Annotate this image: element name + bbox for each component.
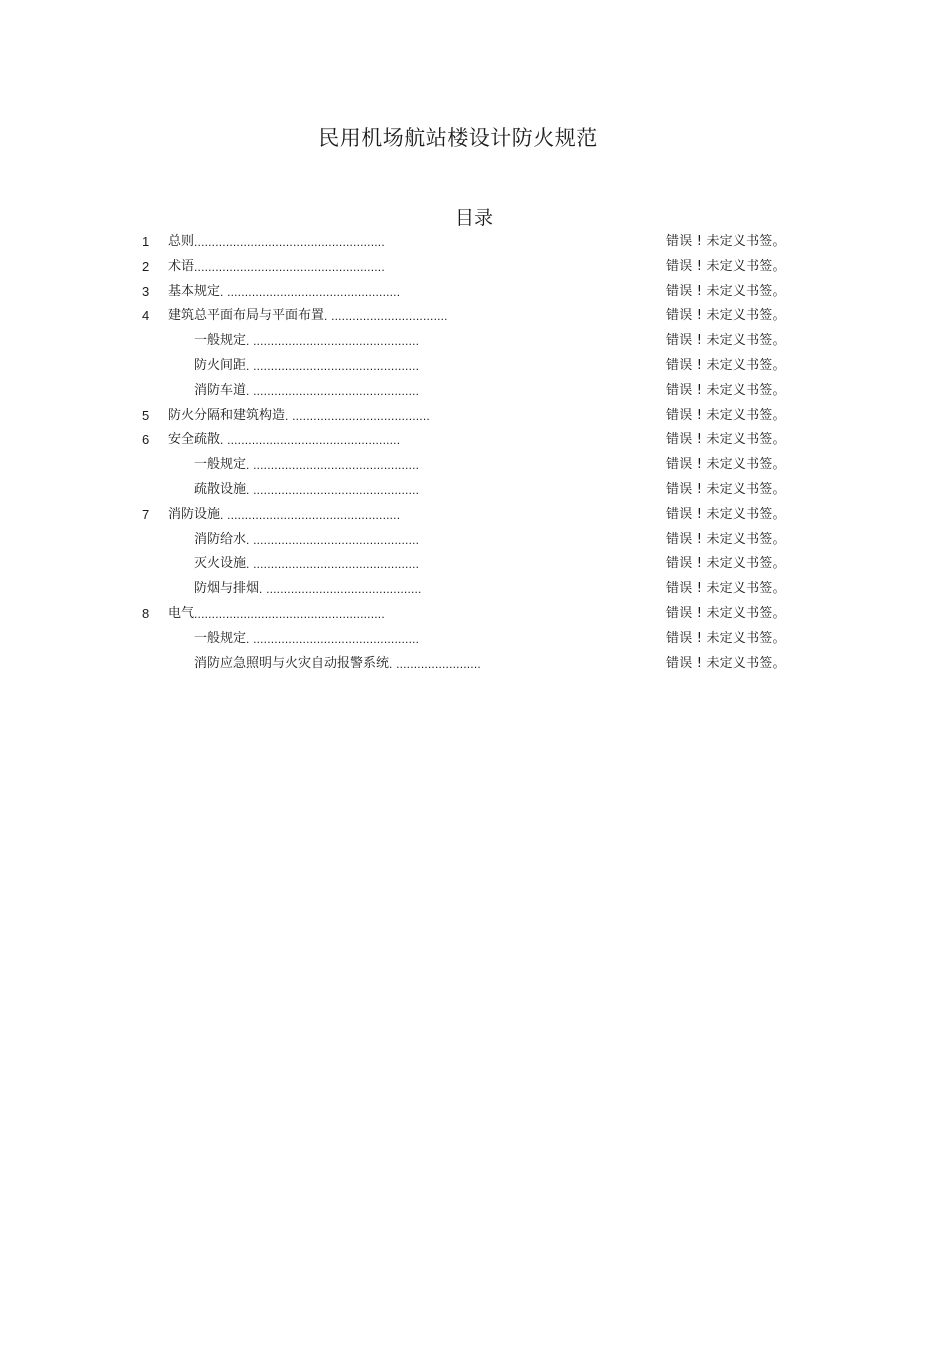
toc-entry-label: 消防给水 bbox=[194, 531, 247, 547]
toc-entry-leader-dots: . ............................................... bbox=[246, 631, 420, 646]
toc-entry-label: 建筑总平面布局与平面布置 bbox=[168, 308, 325, 324]
toc-entry[interactable] bbox=[0, 478, 950, 503]
toc-entry-leader-dots: . ................................................. bbox=[220, 284, 401, 299]
toc-entry-number: 5 bbox=[142, 407, 150, 423]
toc-entry[interactable] bbox=[0, 354, 950, 379]
toc-entry-page-ref: 错误 ! 未定义书签。 bbox=[666, 581, 786, 597]
toc-entry-label: 电气 bbox=[168, 605, 195, 621]
toc-entry-label: 安全疏散 bbox=[168, 432, 221, 448]
toc-entry[interactable] bbox=[0, 379, 950, 404]
toc-entry-leader-dots: . ................................. bbox=[324, 309, 448, 324]
toc-entry-leader-dots: . ............................................... bbox=[246, 334, 420, 349]
toc-entry[interactable] bbox=[0, 602, 950, 627]
toc-entry-label: 防火间距 bbox=[194, 357, 247, 373]
toc-entry-page-ref: 错误 ! 未定义书签。 bbox=[666, 432, 786, 448]
toc-entry-label: 消防设施 bbox=[168, 506, 221, 522]
toc-entry[interactable] bbox=[0, 503, 950, 528]
toc-entry-label: 一般规定 bbox=[194, 630, 247, 646]
toc-entry-number: 4 bbox=[142, 308, 150, 324]
table-of-contents bbox=[0, 230, 950, 676]
toc-entry-number: 7 bbox=[142, 506, 150, 522]
toc-entry-leader-dots: ...................................................... bbox=[194, 235, 385, 249]
toc-entry-leader-dots: . ............................................... bbox=[246, 557, 420, 572]
toc-entry-leader-dots: . ................................................. bbox=[220, 507, 401, 522]
document-title: 民用机场航站楼设计防火规范 bbox=[318, 126, 598, 150]
toc-entry-leader-dots: . ............................................... bbox=[246, 358, 420, 373]
toc-entry-label: 一般规定 bbox=[194, 457, 247, 473]
toc-entry-leader-dots: . ............................................... bbox=[246, 458, 420, 473]
toc-entry-number: 3 bbox=[142, 283, 150, 299]
toc-entry[interactable] bbox=[0, 404, 950, 429]
toc-entry[interactable] bbox=[0, 428, 950, 453]
toc-entry-leader-dots: . ............................................... bbox=[246, 383, 420, 398]
toc-entry[interactable] bbox=[0, 255, 950, 280]
toc-entry-leader-dots: . ....................................... bbox=[285, 408, 430, 423]
toc-entry[interactable] bbox=[0, 552, 950, 577]
toc-entry-label: 消防应急照明与火灾自动报警系统 bbox=[194, 655, 390, 671]
toc-entry-page-ref: 错误 ! 未定义书签。 bbox=[666, 258, 786, 274]
toc-entry[interactable] bbox=[0, 304, 950, 329]
toc-entry-page-ref: 错误 ! 未定义书签。 bbox=[666, 457, 786, 473]
toc-entry[interactable] bbox=[0, 577, 950, 602]
toc-entry-page-ref: 错误 ! 未定义书签。 bbox=[666, 407, 786, 423]
toc-entry-leader-dots: . ........................ bbox=[389, 656, 481, 671]
toc-entry-label: 术语 bbox=[168, 258, 195, 274]
toc-entry[interactable] bbox=[0, 329, 950, 354]
toc-entry-page-ref: 错误 ! 未定义书签。 bbox=[666, 333, 786, 349]
toc-entry-page-ref: 错误 ! 未定义书签。 bbox=[666, 630, 786, 646]
toc-entry-page-ref: 错误 ! 未定义书签。 bbox=[666, 531, 786, 547]
toc-entry-label: 防火分隔和建筑构造 bbox=[168, 407, 286, 423]
toc-entry-number: 2 bbox=[142, 258, 150, 274]
toc-entry-number: 6 bbox=[142, 432, 150, 448]
toc-entry-label: 消防车道 bbox=[194, 382, 247, 398]
toc-entry-label: 灭火设施 bbox=[194, 556, 247, 572]
toc-entry-label: 疏散设施 bbox=[194, 481, 247, 497]
toc-entry-leader-dots: . ................................................. bbox=[220, 433, 401, 448]
toc-entry-page-ref: 错误 ! 未定义书签。 bbox=[666, 308, 786, 324]
toc-entry-page-ref: 错误 ! 未定义书签。 bbox=[666, 283, 786, 299]
toc-entry-page-ref: 错误 ! 未定义书签。 bbox=[666, 556, 786, 572]
toc-entry-leader-dots: . ............................................ bbox=[259, 582, 422, 597]
toc-entry[interactable] bbox=[0, 652, 950, 677]
toc-entry-leader-dots: ...................................................... bbox=[194, 606, 385, 621]
toc-entry[interactable] bbox=[0, 528, 950, 553]
toc-entry-page-ref: 错误 ! 未定义书签。 bbox=[666, 506, 786, 522]
toc-entry-page-ref: 错误 ! 未定义书签。 bbox=[666, 605, 786, 621]
toc-entry[interactable] bbox=[0, 230, 950, 255]
toc-entry-page-ref: 错误 ! 未定义书签。 bbox=[666, 357, 786, 373]
toc-entry-label: 总则 bbox=[168, 234, 195, 249]
toc-entry-page-ref: 错误 ! 未定义书签。 bbox=[666, 234, 786, 249]
toc-entry-number: 8 bbox=[142, 605, 150, 621]
toc-entry-label: 基本规定 bbox=[168, 283, 221, 299]
toc-entry-number: 1 bbox=[142, 234, 150, 249]
toc-entry-label: 防烟与排烟 bbox=[194, 581, 260, 597]
toc-entry-page-ref: 错误 ! 未定义书签。 bbox=[666, 481, 786, 497]
toc-entry[interactable] bbox=[0, 280, 950, 305]
toc-entry[interactable] bbox=[0, 453, 950, 478]
toc-entry-page-ref: 错误 ! 未定义书签。 bbox=[666, 382, 786, 398]
toc-entry-page-ref: 错误 ! 未定义书签。 bbox=[666, 655, 786, 671]
toc-entry-leader-dots: . ............................................... bbox=[246, 482, 420, 497]
toc-entry-leader-dots: . ............................................... bbox=[246, 532, 420, 547]
toc-entry[interactable] bbox=[0, 627, 950, 652]
toc-heading: 目录 bbox=[454, 207, 493, 229]
toc-entry-label: 一般规定 bbox=[194, 333, 247, 349]
toc-entry-leader-dots: ...................................................... bbox=[194, 259, 385, 274]
